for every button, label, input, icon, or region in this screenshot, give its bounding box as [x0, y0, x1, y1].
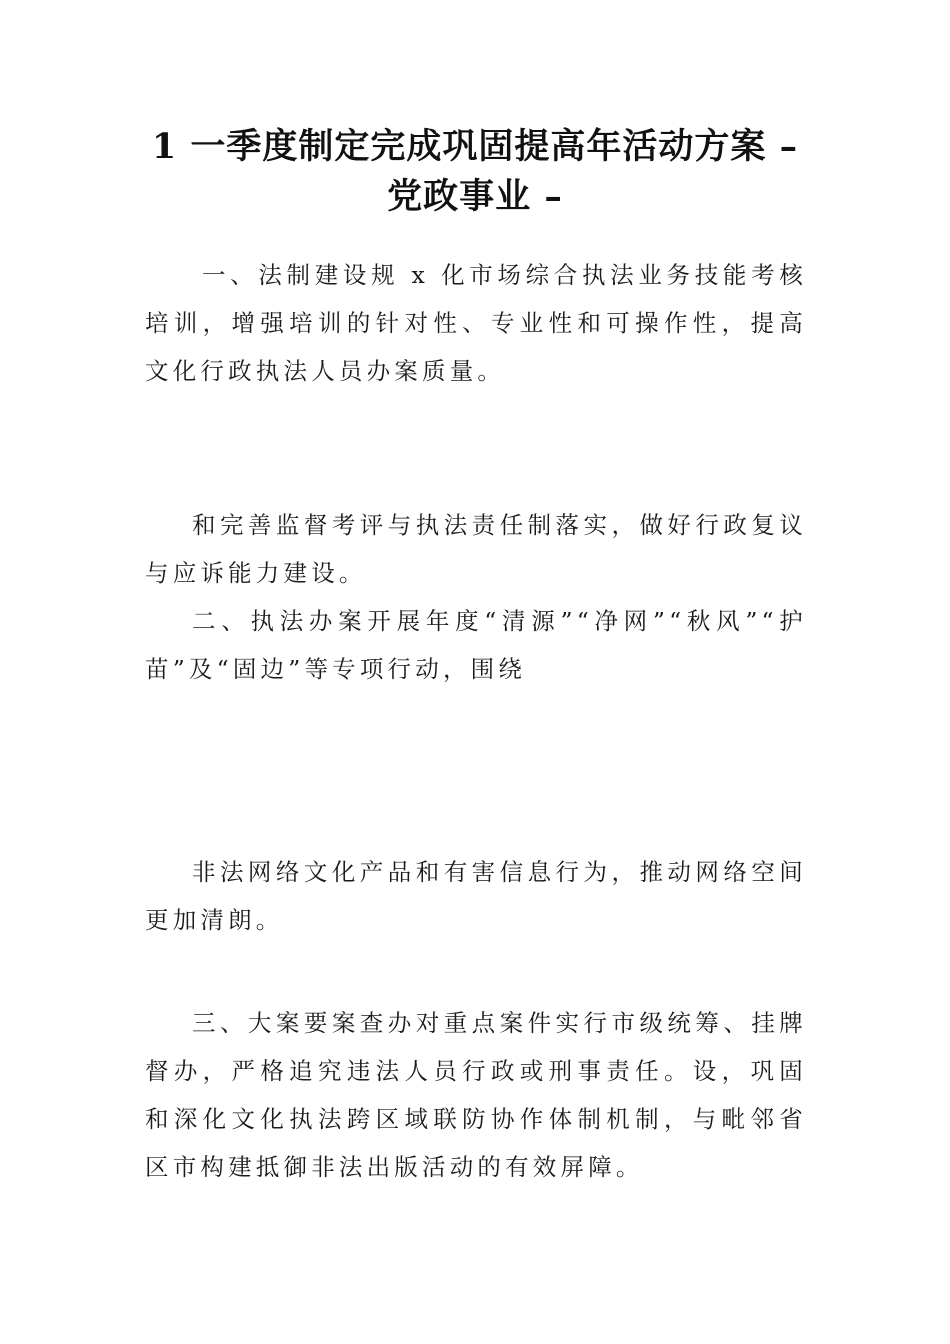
paragraph-major-cases: 三、大案要案查办对重点案件实行市级统筹、挂牌督办，严格追究违法人员行政或刑事责任。设，巩固和深化文化执法跨区域联防协作体制机制，与毗邻省区市构建抵御非法出版活动的有效屏障。 [145, 1009, 807, 1181]
paragraph-network-space: 非法网络文化产品和有害信息行为，推动网络空间更加清朗。 [145, 858, 807, 934]
paragraph-enforcement-actions: 二、执法办案开展年度“清源”“净网”“秋风”“护苗”及“固边”等专项行动，围绕 [145, 607, 807, 683]
document-title: 1 一季度制定完成巩固提高年活动方案 – 党政事业 – [151, 126, 799, 217]
paragraph-legal-construction: 一、法制建设规 x 化市场综合执法业务技能考核培训，增强培训的针对性、专业性和可操作性，提高文化行政执法人员办案质量。 [145, 261, 807, 385]
paragraph-supervision: 和完善监督考评与执法责任制落实，做好行政复议与应诉能力建设。 [145, 511, 807, 587]
